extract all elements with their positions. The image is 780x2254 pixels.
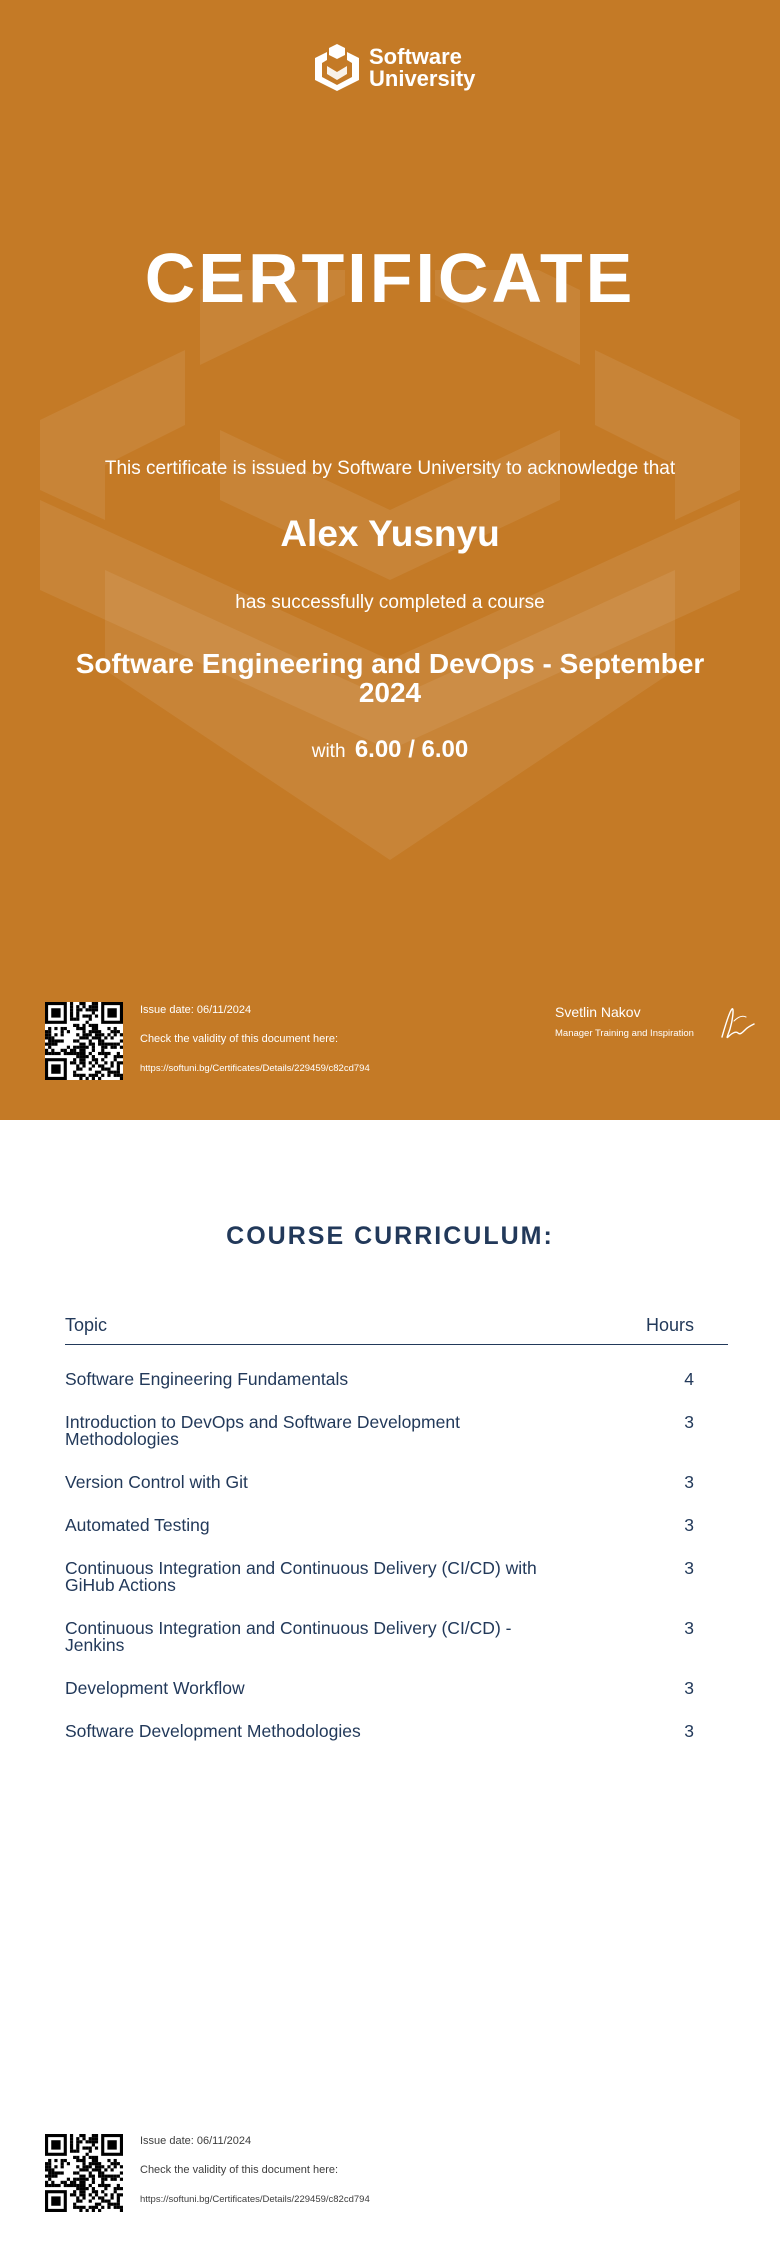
softuni-watermark-icon bbox=[40, 270, 740, 870]
brand-name bbox=[369, 46, 475, 90]
row-hours: 3 bbox=[684, 1412, 694, 1432]
qr-code-icon[interactable] bbox=[45, 2134, 123, 2212]
validity-text: Check the validity of this document here: bbox=[140, 2164, 339, 2176]
curriculum-table bbox=[65, 1310, 728, 1740]
validation-url[interactable]: https://softuni.bg/Certificates/Details/229459/c82cd794 bbox=[140, 2194, 370, 2205]
table-row bbox=[65, 1371, 728, 1388]
brand-logo bbox=[313, 42, 475, 94]
qr-code-icon[interactable] bbox=[45, 1002, 123, 1080]
curriculum-title: COURSE CURRICULUM: bbox=[226, 1222, 554, 1250]
validity-text: Check the validity of this document here: bbox=[140, 1033, 339, 1045]
row-topic: Version Control with Git bbox=[65, 1472, 248, 1492]
row-hours: 3 bbox=[684, 1515, 694, 1535]
signer-block bbox=[555, 1003, 694, 1041]
row-hours: 3 bbox=[684, 1558, 694, 1578]
table-row bbox=[65, 1723, 728, 1740]
softuni-logo-icon bbox=[313, 44, 361, 92]
header-topic: Topic bbox=[65, 1315, 108, 1335]
signature-icon bbox=[716, 1003, 756, 1043]
issue-date: Issue date: 06/11/2024 bbox=[140, 1004, 252, 1016]
grade-line bbox=[0, 735, 780, 767]
issue-date: Issue date: 06/11/2024 bbox=[140, 2135, 252, 2147]
row-hours: 3 bbox=[684, 1618, 694, 1638]
course-name: Software Engineering and DevOps - September 2024 bbox=[75, 648, 705, 708]
row-topic: Continuous Integration and Continuous Delivery (CI/CD) - Jenkins bbox=[65, 1618, 512, 1655]
issued-text: This certificate is issued by Software University to acknowledge that bbox=[104, 458, 676, 479]
table-row bbox=[65, 1517, 728, 1534]
row-topic: Software Development Methodologies bbox=[65, 1721, 361, 1741]
row-hours: 3 bbox=[684, 1472, 694, 1492]
row-topic: Introduction to DevOps and Software Development Methodologies bbox=[65, 1412, 460, 1449]
certificate-title: CERTIFICATE bbox=[144, 239, 636, 317]
table-row bbox=[65, 1680, 728, 1697]
grade-prefix: with bbox=[311, 741, 346, 762]
table-row bbox=[65, 1414, 728, 1448]
signer-name: Svetlin Nakov bbox=[555, 1004, 641, 1020]
brand-line2: University bbox=[369, 66, 476, 91]
validation-url[interactable]: https://softuni.bg/Certificates/Details/229459/c82cd794 bbox=[140, 1063, 370, 1074]
header-hours: Hours bbox=[645, 1315, 694, 1335]
table-header bbox=[65, 1310, 728, 1345]
row-hours: 4 bbox=[684, 1369, 694, 1389]
row-hours: 3 bbox=[684, 1721, 694, 1741]
row-topic: Continuous Integration and Continuous Delivery (CI/CD) with GiHub Actions bbox=[65, 1558, 537, 1595]
row-topic: Automated Testing bbox=[65, 1515, 210, 1535]
table-row bbox=[65, 1620, 728, 1654]
grade-value: 6.00 / 6.00 bbox=[354, 736, 469, 763]
row-topic: Development Workflow bbox=[65, 1678, 245, 1698]
certificate-page bbox=[0, 0, 780, 1120]
row-hours: 3 bbox=[684, 1678, 694, 1698]
recipient-name: Alex Yusnyu bbox=[280, 513, 500, 554]
table-row bbox=[65, 1560, 728, 1594]
brand-line1: Software bbox=[369, 44, 462, 69]
table-row bbox=[65, 1474, 728, 1491]
signer-role: Manager Training and Inspiration bbox=[555, 1028, 694, 1039]
completed-text: has successfully completed a course bbox=[235, 592, 545, 613]
row-topic: Software Engineering Fundamentals bbox=[65, 1369, 349, 1389]
